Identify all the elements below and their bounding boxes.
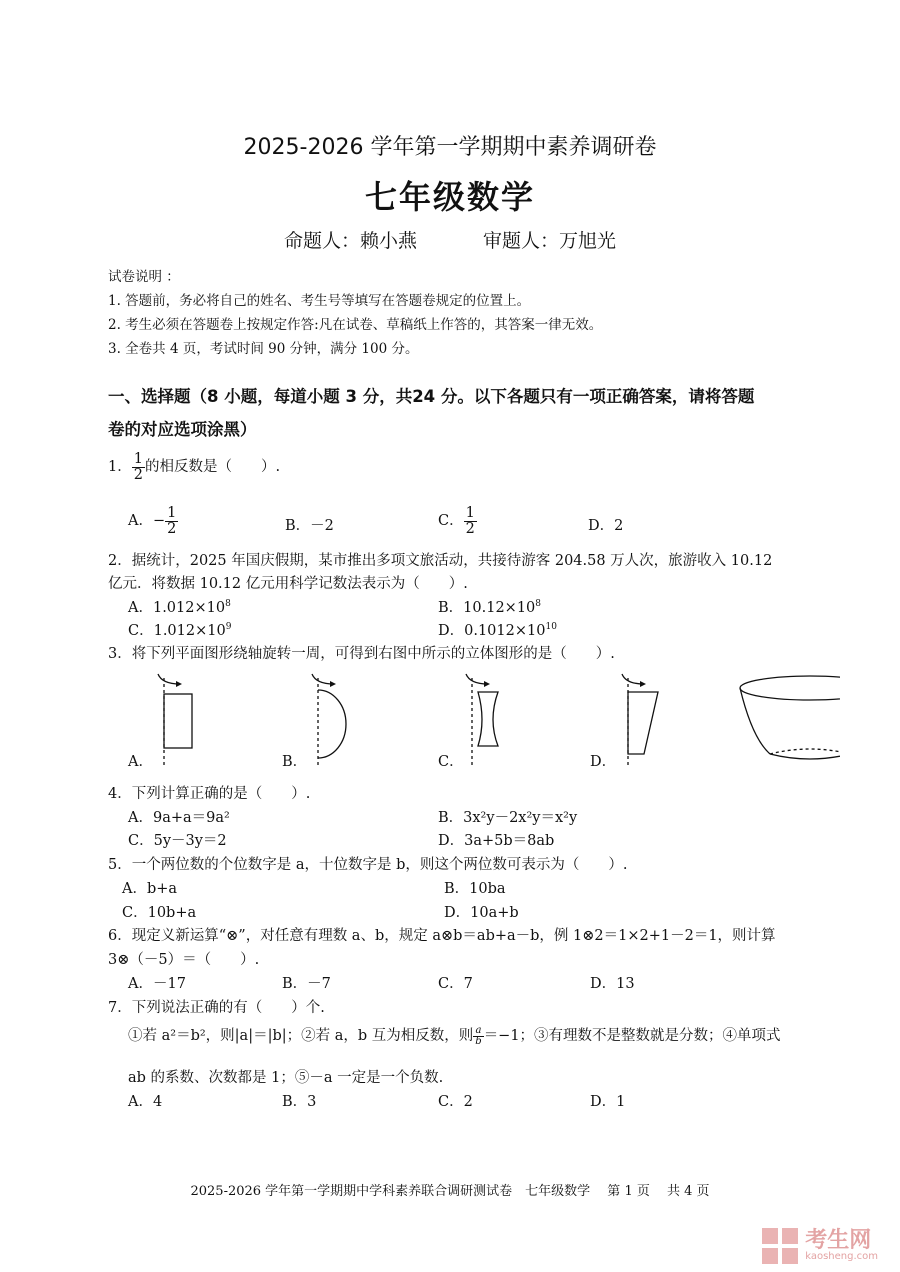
option-d: D．2: [588, 518, 624, 534]
question-4: 4．下列计算正确的是（ ）.: [108, 786, 311, 802]
section-heading-cont: 卷的对应选项涂黑）: [108, 420, 257, 439]
option-a: A．4: [128, 1094, 163, 1110]
question-1: [108, 452, 280, 482]
question-stem: 的相反数是（ ）.: [144, 459, 281, 475]
question-2-line1: 2．据统计，2025 年国庆假期，某市推出多项文旅活动，共接待游客 204.58 万人次，旅游收入 10.12: [108, 553, 773, 569]
option-c: C．$1.012\times 10^9$: [128, 622, 232, 639]
option-c: C．5y－3y＝2: [128, 833, 227, 849]
option-c: C．: [438, 754, 464, 770]
question-7-statements-cont: ab 的系数、次数都是 1；⑤－a 一定是一个负数.: [128, 1070, 444, 1086]
option-d: D．1: [590, 1094, 626, 1110]
option-c: C．10b+a: [122, 905, 197, 921]
option-b: B．－2: [285, 518, 334, 534]
trapezoid-shape: [628, 692, 658, 754]
option-a: A．b+a: [122, 881, 178, 897]
option-b: B．－7: [282, 976, 331, 992]
option-b: B．10ba: [444, 881, 506, 897]
fraction: $\frac{1}{2}$: [133, 451, 143, 483]
logo-url: kaosheng.com: [805, 1251, 878, 1262]
option-d: D．: [590, 754, 617, 770]
solid-bottom-front: [770, 754, 840, 759]
option-b: B．$10.12\times 10^8$: [438, 599, 542, 616]
option-b: B．: [282, 754, 308, 770]
authors-line: [0, 226, 900, 253]
logo-brand: 考生网: [805, 1228, 872, 1253]
subject-title: 七年级数学: [364, 178, 535, 216]
solid-bottom-back: [770, 749, 840, 754]
instruction-item: 2. 考生必须在答题卷上按规定作答:凡在试卷、草稿纸上作答的，其答案一律无效。: [108, 317, 603, 333]
option-d: D．$0.1012\times 10^{10}$: [438, 622, 557, 639]
option-d: D．3a+5b＝8ab: [438, 833, 555, 849]
exam-title: 2025-2026 学年第一学期期中素养调研卷: [243, 135, 657, 160]
logo-icon: [760, 1226, 800, 1266]
question-3: 3．将下列平面图形绕轴旋转一周，可得到右图中所示的立体图形的是（ ）.: [108, 646, 615, 662]
question-3-figures: [100, 668, 840, 772]
instruction-item: 1. 答题前，务必将自己的姓名、考生号等填写在答题卷规定的位置上。: [108, 293, 531, 309]
option-c: C．2: [438, 1094, 473, 1110]
solid-top-ellipse: [740, 676, 840, 700]
option-a: A．: [128, 754, 153, 770]
option-a: A．－17: [128, 976, 186, 992]
watermark-logo: [760, 1226, 878, 1266]
semicircle-shape: [318, 690, 346, 758]
option-c: C． $\frac{1}{2}$: [438, 505, 475, 537]
question-2-line2: 亿元．将数据 10.12 亿元用科学记数法表示为（ ）.: [108, 576, 468, 592]
reviewer: 审题人：万旭光: [483, 230, 617, 252]
option-d: D．10a+b: [444, 905, 519, 921]
question-7-statements: ①若 a²＝b²，则|a|＝|b|；②若 a，b 互为相反数，则 $\frac{a}{b}$ ＝−1；③有理数不是整数就是分数；④单项式: [128, 1024, 781, 1047]
question-5: 5．一个两位数的个位数字是 a，十位数字是 b，则这个两位数可表示为（ ）.: [108, 857, 628, 873]
author: 命题人：赖小燕: [283, 230, 417, 252]
section-heading: 一、选择题（8 小题，每道小题 3 分，共24 分。以下各题只有一项正确答案，请将答题: [108, 387, 755, 406]
instruction-item: 3. 全卷共 4 页，考试时间 90 分钟，满分 100 分。: [108, 341, 419, 357]
fraction: $\frac{1}{2}$: [167, 505, 177, 537]
question-6-line1: 6．现定义新运算“⊗”，对任意有理数 a、b，规定 a⊗b＝ab+a－b，例 1⊗2＝1×2+1－2＝1，则计算: [108, 928, 776, 944]
option-c: C．7: [438, 976, 473, 992]
rectangle-shape: [164, 694, 192, 748]
option-a: A．9a+a＝9a²: [128, 810, 230, 826]
option-b: B．3x²y－2x²y＝x²y: [438, 810, 578, 826]
concave-shape: [478, 692, 498, 746]
option-d: D．13: [590, 976, 635, 992]
instructions-heading: 试卷说明 ：: [108, 269, 180, 285]
question-7: 7．下列说法正确的有（ ）个.: [108, 1000, 325, 1016]
question-6-line2: 3⊗（－5）＝（ ）.: [108, 952, 260, 968]
option-a: A．− $\frac{1}{2}$: [128, 505, 177, 537]
page-footer: 2025-2026 学年第一学期期中学科素养联合调研测试卷 七年级数学 第 1 页 共 4 页: [190, 1184, 710, 1199]
option-a: A．$1.012\times 10^8$: [128, 599, 231, 616]
fraction: $\frac{1}{2}$: [465, 505, 475, 537]
option-b: B．3: [282, 1094, 317, 1110]
fraction: $\frac{a}{b}$: [475, 1024, 482, 1047]
question-number: 1．: [108, 459, 132, 475]
